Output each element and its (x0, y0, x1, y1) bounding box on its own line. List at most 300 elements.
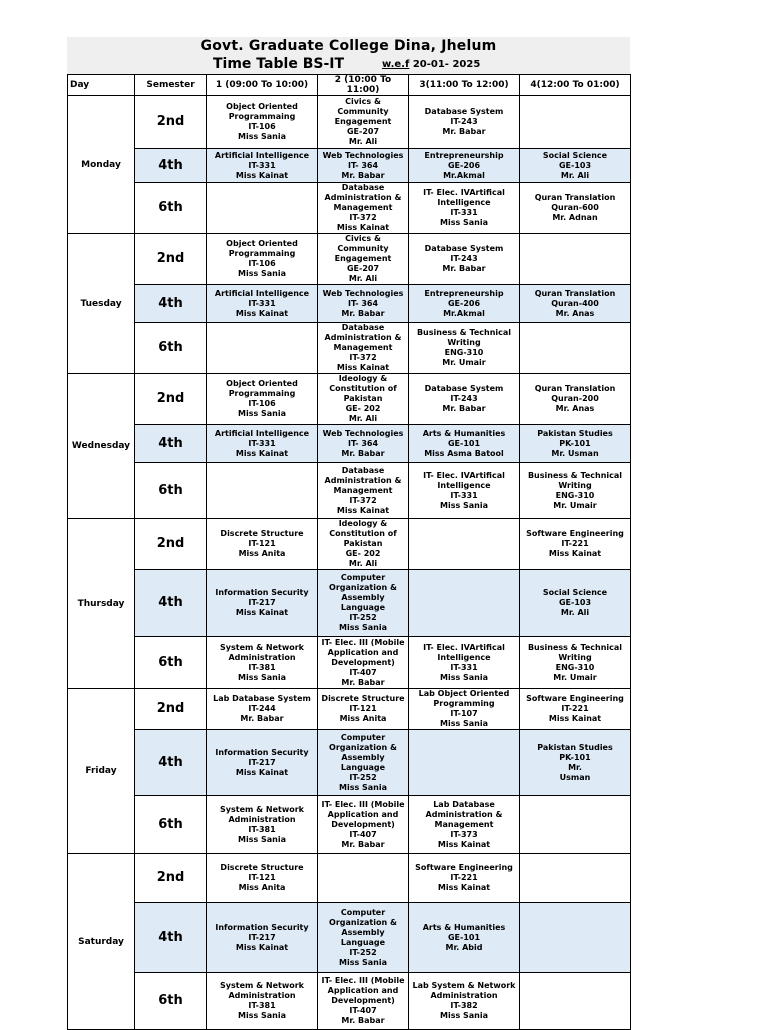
class-slot-text: Mr. Babar (341, 308, 385, 318)
semester-cell: 2nd (135, 374, 207, 425)
class-slot-text: Miss Asma Batool (424, 448, 504, 458)
semester-cell: 6th (135, 183, 207, 234)
class-slot-cell (207, 637, 318, 689)
class-slot-text: Engagement (334, 117, 392, 126)
class-slot-text: IT-121 (248, 539, 276, 548)
class-slot-text: IT-252 (349, 772, 377, 782)
class-slot-text: Miss Kainat (235, 170, 289, 180)
table-row (68, 323, 631, 374)
class-slot-text: Business & Technical (416, 328, 512, 337)
class-slot-text: Mr. Umair (553, 672, 597, 682)
class-slot-text: Miss Sania (237, 672, 286, 682)
day-cell: Wednesday (68, 374, 135, 519)
class-slot-text: Administration (430, 991, 498, 1000)
class-slot-text: Pakistan Studies (537, 428, 613, 438)
class-slot-text: Miss Sania (439, 1011, 488, 1020)
class-slot-text: Miss Anita (238, 549, 286, 558)
table-row (68, 183, 631, 234)
day-cell: Friday (68, 689, 135, 854)
class-slot-cell (520, 973, 631, 1030)
class-slot-text: Entrepreneurship (424, 150, 504, 160)
class-slot-cell (409, 374, 520, 425)
class-slot-text: Mr. (568, 762, 582, 772)
class-slot-cell (207, 689, 318, 730)
class-slot-text: Application and (327, 986, 399, 995)
class-slot-text: Miss Kainat (336, 223, 390, 232)
class-slot-text: Lab Database System (213, 694, 311, 703)
class-slot-text: IT-243 (450, 117, 478, 126)
class-slot-text: Administration (228, 814, 296, 824)
class-slot-text: Administration & (324, 193, 402, 202)
header-row (68, 75, 631, 96)
class-slot-text: Computer (340, 573, 386, 582)
class-slot-cell (520, 96, 631, 149)
semester-cell: 6th (135, 323, 207, 374)
table-row (68, 570, 631, 637)
class-slot-cell (318, 463, 409, 519)
class-slot-cell (520, 637, 631, 689)
class-slot-text: GE-103 (558, 160, 592, 170)
class-slot-text: Software Engineering (526, 694, 624, 703)
class-slot-text: Miss Kainat (548, 714, 602, 723)
class-slot-text: Assembly (341, 752, 385, 762)
class-slot-text: IT-243 (450, 254, 478, 263)
class-slot-text: IT-106 (248, 122, 276, 131)
class-slot-text: IT-373 (450, 829, 478, 839)
class-slot-text: Mr. Babar (442, 404, 486, 413)
semester-cell: 4th (135, 570, 207, 637)
class-slot-text: Language (340, 937, 386, 947)
table-row (68, 730, 631, 796)
class-slot-text: IT-331 (450, 662, 478, 672)
class-slot-text: Constitution of (329, 384, 397, 393)
class-slot-cell (318, 730, 409, 796)
class-slot-text: Arts & Humanities (422, 922, 506, 932)
timetable-sheet (67, 37, 630, 1030)
class-slot-text: Artificial Intelligence (214, 150, 310, 160)
class-slot-text: Intelligence (437, 480, 491, 490)
semester-cell: 2nd (135, 234, 207, 285)
class-slot-text: GE- 202 (345, 549, 381, 558)
class-slot-text: Computer (340, 907, 386, 917)
class-slot-text: Mr. Ali (560, 608, 590, 617)
class-slot-text: GE-103 (558, 598, 592, 607)
class-slot-text: IT-121 (349, 704, 377, 713)
class-slot-text: IT-331 (248, 298, 276, 308)
class-slot-cell (207, 519, 318, 570)
class-slot-text: Miss Kainat (437, 883, 491, 892)
class-slot-text: IT-217 (248, 598, 276, 607)
class-slot-text: IT-381 (248, 1001, 276, 1010)
class-slot-text: Programmaing (228, 249, 296, 258)
class-slot-text: Management (434, 819, 494, 829)
semester-cell: 6th (135, 637, 207, 689)
class-slot-cell (207, 234, 318, 285)
class-slot-cell (520, 730, 631, 796)
table-row (68, 796, 631, 854)
class-slot-cell (409, 323, 520, 374)
timetable-table (67, 74, 631, 1030)
column-header-slot-4: 4(12:00 To 01:00) (520, 75, 631, 96)
class-slot-text: IT-331 (248, 160, 276, 170)
semester-cell: 2nd (135, 96, 207, 149)
class-slot-text: Database System (424, 384, 504, 393)
class-slot-text: Ideology & (338, 374, 388, 383)
class-slot-text: Administration (228, 652, 296, 662)
column-header-semester: Semester (135, 75, 207, 96)
class-slot-text: Language (340, 762, 386, 772)
class-slot-text: Miss Kainat (235, 308, 289, 318)
class-slot-text: Writing (558, 480, 592, 490)
class-slot-text: IT-331 (450, 208, 478, 217)
class-slot-text: Programming (433, 699, 495, 708)
class-slot-cell (318, 149, 409, 183)
class-slot-text: Pakistan (343, 539, 383, 548)
class-slot-cell (520, 285, 631, 323)
class-slot-text: Mr. Babar (442, 127, 486, 136)
table-row (68, 96, 631, 149)
class-slot-text: Mr. Umair (553, 500, 597, 510)
class-slot-cell (520, 519, 631, 570)
class-slot-text: Mr. Ali (348, 414, 378, 423)
class-slot-text: IT- Elec. IVArtifical (423, 470, 505, 480)
class-slot-text: Management (333, 343, 393, 352)
class-slot-text: IT-331 (248, 438, 276, 448)
class-slot-cell (318, 323, 409, 374)
class-slot-text: Programmaing (228, 112, 296, 121)
class-slot-text: Community (337, 107, 389, 116)
class-slot-cell (520, 463, 631, 519)
class-slot-text: Mr. Umair (442, 358, 486, 367)
class-slot-cell (520, 903, 631, 973)
class-slot-text: IT-331 (450, 490, 478, 500)
class-slot-text: Miss Sania (338, 957, 387, 967)
class-slot-text: Organization & (329, 917, 397, 927)
class-slot-text: System & Network (220, 981, 304, 990)
class-slot-text: Artificial Intelligence (214, 288, 310, 298)
class-slot-text: IT- 364 (347, 298, 379, 308)
class-slot-text: IT-407 (349, 1006, 377, 1015)
class-slot-text: Mr. Babar (341, 1016, 385, 1025)
class-slot-text: Mr. Babar (341, 839, 385, 849)
day-cell: Thursday (68, 519, 135, 689)
class-slot-text: Quran-600 (551, 203, 599, 212)
class-slot-text: Mr. Ali (348, 559, 378, 568)
class-slot-cell (409, 183, 520, 234)
class-slot-text: Mr. Babar (341, 170, 385, 180)
timetable-subtitle: Time Table BS-IT (213, 56, 345, 72)
class-slot-text: Writing (558, 652, 592, 662)
class-slot-text: IT-106 (248, 399, 276, 408)
class-slot-text: IT-106 (248, 259, 276, 268)
class-slot-text: Administration & (324, 333, 402, 342)
table-row (68, 234, 631, 285)
class-slot-text: Mr. Abid (445, 942, 483, 952)
class-slot-text: Quran-400 (551, 298, 599, 308)
semester-cell: 6th (135, 796, 207, 854)
class-slot-cell (520, 689, 631, 730)
class-slot-text: Management (333, 203, 393, 212)
class-slot-cell (318, 637, 409, 689)
class-slot-text: Database (341, 183, 385, 192)
class-slot-text: IT-107 (450, 709, 478, 718)
class-slot-cell (318, 570, 409, 637)
class-slot-text: Mr.Akmal (443, 170, 485, 180)
class-slot-cell (207, 96, 318, 149)
class-slot-text: Administration (228, 991, 296, 1000)
class-slot-text: Miss Anita (238, 883, 286, 892)
class-slot-text: IT-217 (248, 932, 276, 942)
class-slot-text: Object Oriented (226, 239, 298, 248)
class-slot-text: Miss Sania (338, 782, 387, 792)
class-slot-cell (318, 519, 409, 570)
class-slot-text: IT-121 (248, 873, 276, 882)
class-slot-text: Information Security (215, 588, 309, 597)
class-slot-cell (318, 96, 409, 149)
class-slot-text: Software Engineering (526, 529, 624, 538)
class-slot-text: ENG-310 (555, 662, 595, 672)
class-slot-text: IT-372 (349, 213, 377, 222)
class-slot-text: ENG-310 (555, 490, 595, 500)
class-slot-text: GE-206 (447, 298, 481, 308)
class-slot-text: IT- Elec. IVArtifical (423, 188, 505, 197)
class-slot-text: Mr. Usman (551, 448, 599, 458)
class-slot-text: Business & Technical (527, 470, 623, 480)
class-slot-text: Organization & (329, 583, 397, 592)
class-slot-cell (409, 234, 520, 285)
class-slot-text: Constitution of (329, 529, 397, 538)
class-slot-text: Miss Sania (338, 623, 387, 632)
class-slot-cell (520, 149, 631, 183)
class-slot-cell (409, 425, 520, 463)
class-slot-text: Object Oriented (226, 102, 298, 111)
class-slot-text: Administration & (324, 475, 402, 485)
class-slot-cell (318, 234, 409, 285)
class-slot-text: Miss Sania (439, 500, 488, 510)
class-slot-text: Pakistan (343, 394, 383, 403)
class-slot-cell (409, 854, 520, 903)
class-slot-text: Intelligence (437, 198, 491, 207)
class-slot-text: Development) (331, 657, 395, 667)
class-slot-text: IT-252 (349, 613, 377, 622)
class-slot-text: Lab System & Network (412, 981, 516, 990)
class-slot-cell (318, 854, 409, 903)
class-slot-cell (207, 374, 318, 425)
class-slot-text: Database (341, 323, 385, 332)
class-slot-text: Quran Translation (534, 384, 616, 393)
class-slot-text: Miss Kainat (235, 448, 289, 458)
class-slot-text: Mr. Babar (240, 714, 284, 723)
class-slot-text: PK-101 (559, 438, 591, 448)
class-slot-text: Pakistan Studies (537, 742, 613, 752)
class-slot-cell (409, 973, 520, 1030)
semester-cell: 4th (135, 149, 207, 183)
class-slot-text: IT-217 (248, 757, 276, 767)
class-slot-text: Lab Database (433, 799, 495, 809)
class-slot-text: Mr. Babar (442, 264, 486, 273)
class-slot-text: GE-101 (447, 932, 481, 942)
class-slot-text: GE-101 (447, 438, 481, 448)
class-slot-text: Usman (559, 772, 591, 782)
class-slot-text: IT-381 (248, 662, 276, 672)
class-slot-text: Mr. Babar (341, 677, 385, 687)
class-slot-text: Assembly (341, 927, 385, 937)
class-slot-text: IT-252 (349, 947, 377, 957)
class-slot-text: GE- 202 (345, 404, 381, 413)
class-slot-text: Discrete Structure (220, 529, 304, 538)
class-slot-cell (409, 149, 520, 183)
class-slot-text: Engagement (334, 254, 392, 263)
class-slot-text: Miss Kainat (336, 505, 390, 515)
class-slot-text: IT-243 (450, 394, 478, 403)
class-slot-text: Miss Sania (237, 409, 286, 418)
class-slot-cell (520, 234, 631, 285)
class-slot-cell (207, 854, 318, 903)
wef-label: w.e.f (382, 59, 410, 70)
class-slot-text: Ideology & (338, 519, 388, 528)
class-slot-text: Miss Kainat (235, 767, 289, 777)
title-block (67, 37, 630, 74)
class-slot-text: Miss Sania (439, 719, 488, 728)
college-title: Govt. Graduate College Dina, Jhelum (200, 38, 497, 54)
class-slot-text: Development) (331, 819, 395, 829)
class-slot-text: Miss Kainat (437, 839, 491, 849)
table-row (68, 854, 631, 903)
class-slot-cell (207, 149, 318, 183)
class-slot-text: Information Security (215, 747, 309, 757)
class-slot-text: Entrepreneurship (424, 288, 504, 298)
class-slot-text: Community (337, 244, 389, 253)
class-slot-cell (207, 973, 318, 1030)
class-slot-cell (409, 96, 520, 149)
class-slot-text: IT- 364 (347, 438, 379, 448)
class-slot-text: Computer (340, 732, 386, 742)
class-slot-text: Miss Kainat (548, 549, 602, 558)
class-slot-text: Mr. Anas (555, 308, 595, 318)
class-slot-text: Object Oriented (226, 379, 298, 388)
class-slot-text: Social Science (542, 150, 608, 160)
class-slot-text: IT-221 (561, 539, 589, 548)
class-slot-cell (318, 183, 409, 234)
wef-date: 20-01- 2025 (412, 59, 481, 70)
class-slot-text: Database (341, 465, 385, 475)
column-header-slot-2: 2 (10:00 To 11:00) (318, 75, 409, 96)
class-slot-cell (207, 730, 318, 796)
class-slot-cell (409, 519, 520, 570)
class-slot-text: IT-381 (248, 824, 276, 834)
class-slot-text: Web Technologies (322, 288, 404, 298)
class-slot-cell (318, 285, 409, 323)
class-slot-text: IT-382 (450, 1001, 478, 1010)
semester-cell: 4th (135, 730, 207, 796)
class-slot-cell (318, 374, 409, 425)
class-slot-text: IT-372 (349, 495, 377, 505)
class-slot-text: Civics & (345, 234, 381, 243)
table-row (68, 519, 631, 570)
table-row (68, 463, 631, 519)
class-slot-cell (520, 570, 631, 637)
class-slot-text: ENG-310 (444, 348, 484, 357)
class-slot-text: Mr. Ali (348, 137, 378, 146)
class-slot-text: Intelligence (437, 652, 491, 662)
class-slot-text: Application and (327, 809, 399, 819)
class-slot-cell (207, 796, 318, 854)
table-row (68, 285, 631, 323)
class-slot-text: Miss Anita (339, 714, 387, 723)
class-slot-text: System & Network (220, 642, 304, 652)
semester-cell: 4th (135, 425, 207, 463)
class-slot-cell (318, 689, 409, 730)
class-slot-cell (207, 285, 318, 323)
class-slot-cell (520, 796, 631, 854)
class-slot-cell (520, 183, 631, 234)
class-slot-cell (520, 425, 631, 463)
semester-cell: 6th (135, 973, 207, 1030)
class-slot-text: Mr. Babar (341, 448, 385, 458)
class-slot-text: IT- Elec. IVArtifical (423, 642, 505, 652)
class-slot-text: IT-407 (349, 829, 377, 839)
class-slot-cell (207, 183, 318, 234)
class-slot-text: Assembly (341, 593, 385, 602)
class-slot-text: Lab Object Oriented (418, 689, 510, 698)
class-slot-text: Mr. Adnan (552, 213, 598, 222)
class-slot-text: IT-221 (450, 873, 478, 882)
class-slot-text: IT-407 (349, 667, 377, 677)
class-slot-text: Language (340, 603, 386, 612)
class-slot-text: Web Technologies (322, 150, 404, 160)
class-slot-text: IT-244 (248, 704, 276, 713)
class-slot-text: IT- Elec. III (Mobile (321, 799, 405, 809)
class-slot-cell (207, 425, 318, 463)
semester-cell: 6th (135, 463, 207, 519)
class-slot-text: Mr. Anas (555, 404, 595, 413)
semester-cell: 2nd (135, 519, 207, 570)
class-slot-cell (409, 796, 520, 854)
class-slot-text: Software Engineering (415, 863, 513, 872)
class-slot-text: Miss Kainat (235, 608, 289, 617)
class-slot-text: System & Network (220, 804, 304, 814)
class-slot-text: Web Technologies (322, 428, 404, 438)
class-slot-text: Quran Translation (534, 193, 616, 202)
day-cell: Monday (68, 96, 135, 234)
class-slot-cell (318, 425, 409, 463)
class-slot-text: Quran-200 (551, 394, 599, 403)
semester-cell: 2nd (135, 854, 207, 903)
class-slot-text: Mr. Ali (560, 170, 590, 180)
class-slot-cell (207, 570, 318, 637)
table-row (68, 689, 631, 730)
class-slot-cell (409, 730, 520, 796)
table-row (68, 637, 631, 689)
class-slot-text: Arts & Humanities (422, 428, 506, 438)
class-slot-cell (207, 463, 318, 519)
timetable-subtitle-row (67, 56, 630, 74)
class-slot-text: Social Science (542, 588, 608, 597)
class-slot-text: Writing (447, 338, 481, 347)
table-row (68, 973, 631, 1030)
class-slot-text: Miss Sania (439, 672, 488, 682)
class-slot-cell (409, 463, 520, 519)
class-slot-text: Business & Technical (527, 642, 623, 652)
semester-cell: 2nd (135, 689, 207, 730)
class-slot-text: IT- 364 (347, 160, 379, 170)
class-slot-text: Miss Kainat (336, 363, 390, 372)
class-slot-text: Miss Sania (237, 132, 286, 141)
class-slot-text: IT-221 (561, 704, 589, 713)
class-slot-text: Development) (331, 996, 395, 1005)
table-row (68, 149, 631, 183)
effective-date (382, 59, 480, 70)
